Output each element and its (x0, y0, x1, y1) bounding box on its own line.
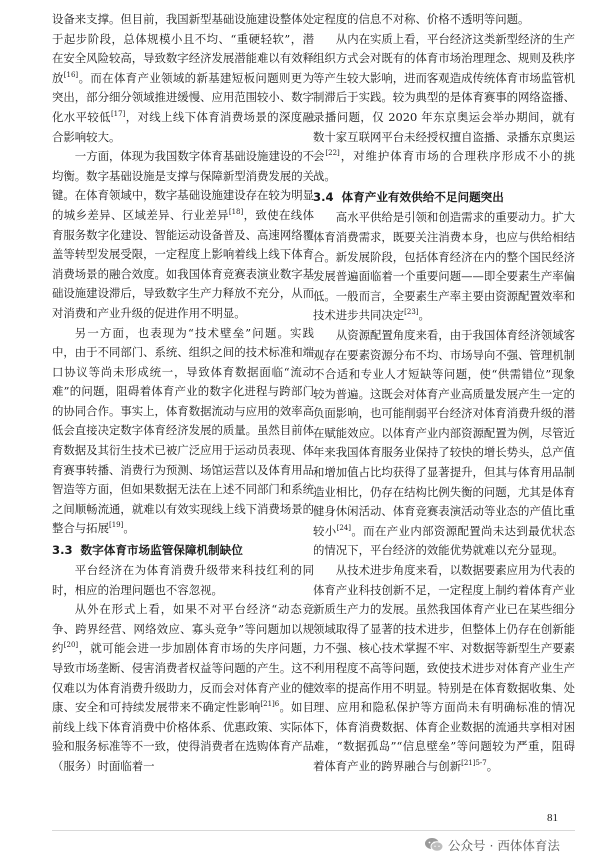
citation-ref: [21]5-7 (461, 759, 487, 768)
watermark (424, 834, 560, 856)
paragraph (313, 326, 575, 561)
section-title: 体育产业有效供给不足问题突出 (341, 190, 504, 205)
right-column (313, 10, 575, 777)
paragraph-text: 。如目前线上线下体育消费中价格体系、优惠政策、实际体验和服务标准等不一致，使得消费者在选购体育产品（服务）时面临着一 (52, 700, 314, 773)
citation-ref: [18] (228, 208, 244, 217)
paragraph-text: 从技术进步角度来看，以数据要素应用为代表的体育产业科技创新不足，一定程度上制约着体育产业新质生产力的发展。虽然我国体育产业已在某些细分领域取得了显著的技术进步，但整体上仍存在创新能力不强、核心技术掌握不牢、对数据等新型生产要素利用程度不高等问题，致使技术进步对体育产业生产效率的提高作用不明显。特别是在体育数据收集、处理、应用和隐私保护等方面尚未有明确标准的情况下，体育消费数据、体育企业数据的流通共享相对困难，“数据孤岛”“信息壁垒”等问题较为严重，阻碍着体育产业的跨界融合与创新 (313, 563, 576, 773)
paragraph-text: 。而在产业内部资源配置尚未达到最优状态的情况下，平台经济的效能优势就难以充分显现。 (313, 523, 575, 558)
paragraph-text: 平台经济在为体育消费升级带来科技红利的同时，相应的治理问题也不容忽视。 (52, 563, 314, 597)
paragraph (52, 147, 314, 323)
section-heading (313, 186, 575, 208)
paragraph (313, 30, 575, 187)
footer-divider (52, 830, 575, 831)
paragraph-text: 从外在形式上看，如果不对平台经济“动态竞争、跨界经营、网络效应、寡头竞争”等问题加以规约 (52, 602, 314, 656)
paragraph (52, 10, 314, 147)
citation-ref: [17] (110, 110, 126, 119)
page-number: 81 (547, 812, 558, 824)
section-title: 数字体育市场监管保障机制缺位 (80, 543, 243, 558)
section-number: 3.3 (52, 543, 73, 558)
paragraph-text: 定程度的信息不对称、价格不透明等问题。 (313, 12, 530, 26)
paragraph (313, 10, 575, 30)
paragraph (52, 561, 314, 600)
paragraph-text: 。 (418, 308, 430, 323)
paragraph-text: 从资源配置角度来看，由于我国体育经济领域客观存在要素资源分布不均、市场导向不强、管理机制不合适和专业人才短缺等问题，使“供需错位”现象较为普遍。这既会对体育产业高质量发展产生一定的负面影响，也可能削弱平台经济对体育消费升级的潜在赋能效应。以体育产业内部资源配置为例，尽管近年来我国体育服务业保持了较快的增长势头，总产值和增加值占比均获得了显著提升，但其与体育用品制造业相比，仍存在结构比例失衡的问题，尤其是体育健身休闲活动、体育竞赛表演活动等业态的产值比重较小 (313, 327, 576, 538)
paragraph-text: 从内在实质上看，平台经济这类新型经济的生产组织方式会对既有的体育市场治理理念、规则及秩序等产生较大影响，进而客观造成传统体育市场监管机制滞后于实践。较为典型的是体育赛事的网络盗播、录播问题，仅 2020 年东京奥运会举办期间，就有数十家互联网平台未经授权擅自盗播、录播东京奥运会 (313, 31, 576, 164)
paragraph-text: ，就可能会进一步加剧体育市场的失序问题，导致市场垄断、侵害消费者权益等问题的产生。这不仅难以为体育消费升级助力，反而会对体育产业的健康、安全和可持续发展带来不确定性影响 (52, 641, 314, 715)
section-number: 3.4 (313, 190, 334, 205)
wechat-icon (424, 837, 444, 853)
paragraph-text: ，对维护体育市场的合理秩序形成不小的挑战。 (313, 149, 575, 183)
paragraph (313, 208, 575, 326)
paragraph (52, 600, 314, 776)
paragraph-text: 。 (123, 521, 135, 536)
paragraph (313, 561, 575, 777)
paragraph-text: 设备来支撑。但目前，我国新型基础设施建设整体处于起步阶段，总体规模小且不均、“重硬轻软”，潜在安全风险较高，导致数字经济发展潜能难以有效释放 (52, 12, 314, 85)
citation-ref: [16] (63, 70, 79, 79)
paragraph-text: 。 (486, 758, 499, 773)
paragraph-text: 。而在体育产业领域的新基建短板问题则更为突出，部分细分领域推进缓慢、应用范围较小、数字化水平较低 (52, 70, 314, 124)
left-column (52, 10, 314, 777)
paragraph-text: ，对线上线下体育消费场景的深度融合影响较大。 (52, 109, 314, 144)
paragraph-text: ，致使在线体育服务数字化建设、智能运动设备普及、高速网络覆盖等转型发展受限，一定程度上影响着线上线下体育消费场景的融合效度。如我国体育竞赛表演业数字基础设施建设滞后，导致数字生产力释放不充分，从而对消费和产业升级的促进作用不明显。 (52, 207, 314, 320)
paragraph-text: 一方面，体现为我国数字体育基础设施建设的不均衡。数字基础设施是支撑与保障新型消费发展的关键。在体育领域中，数字基础设施建设存在较为明显的城乡差异、区域差异、行业差异 (52, 149, 315, 222)
paragraph-text: 高水平供给是引领和创造需求的重要动力。扩大体育消费需求，既要关注消费本身，也应与供给相结合。新发展阶段，包括体育经济在内的整个国民经济发展普遍面临着一个重要问题——即全要素生产率偏低。一般而言，全要素生产率主要由资源配置效率和技术进步共同决定 (313, 210, 576, 323)
citation-ref: [21]6 (260, 700, 280, 709)
citation-ref: [23] (404, 308, 419, 317)
section-heading (52, 539, 314, 561)
citation-ref: [19] (108, 521, 124, 530)
citation-ref: [20] (63, 641, 79, 650)
paragraph (52, 324, 314, 540)
citation-ref: [22] (325, 149, 340, 158)
watermark-text: 公众号 · 西体体育法 (448, 838, 560, 853)
paragraph-text: 另一方面，也表现为“技术壁垒”问题。实践中，由于不同部门、系统、组织之间的技术标准和端口协议等尚未形成统一，导致体育数据面临“流动难”的问题，阻碍着体育产业的数字化进程与跨部门的协同合作。事实上，体育数据流动与应用的效率高低会直接决定数字体育经济发展的质量。虽然目前体育数据及其衍生技术已被广泛应用于运动员表现、体育赛事转播、消费行为预测、场馆运营以及体育用品智造等方面，但如果数据无法在上述不同部门和系统之间顺畅流通，就难以有效实现线上线下消费场景的整合与拓展 (52, 325, 314, 536)
citation-ref: [24] (336, 524, 351, 533)
